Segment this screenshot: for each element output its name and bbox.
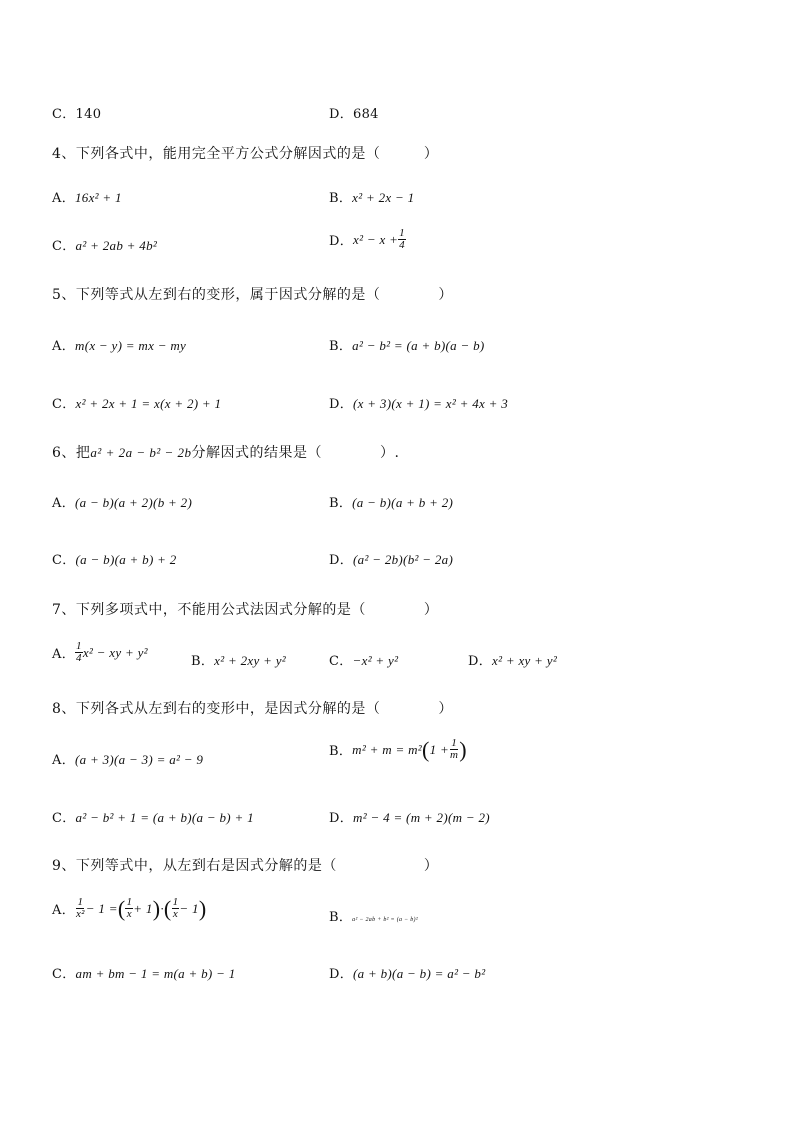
option-math: am + bm − 1 = m(a + b) − 1 — [75, 966, 236, 981]
question-9-stem: 9、下列等式中，从左到右是因式分解的是（ ） — [52, 858, 439, 874]
fraction — [75, 641, 83, 664]
option-label: A． — [52, 903, 75, 918]
option-math: x² + 2xy + y² — [214, 653, 286, 668]
fraction — [398, 228, 406, 251]
option-math: (a − b)(a + b + 2) — [352, 495, 454, 510]
option-math: (x + 3)(x + 1) = x² + 4x + 3 — [353, 396, 509, 411]
denominator: m — [450, 749, 459, 761]
option-label: D． — [329, 811, 354, 826]
option-label: A． — [52, 191, 75, 206]
q7-option-d — [468, 650, 557, 669]
option-label: A． — [52, 496, 75, 511]
option-label: C． — [52, 107, 76, 122]
fraction — [75, 897, 86, 920]
option-math: x² + 2x + 1 = x(x + 2) + 1 — [75, 396, 222, 411]
numerator: 1 — [126, 896, 133, 908]
q9-option-d — [329, 963, 485, 982]
numerator: 1 — [451, 737, 458, 749]
q5-option-b — [329, 335, 485, 354]
q5-option-c — [52, 393, 221, 412]
option-math: 16x² + 1 — [75, 190, 122, 205]
q6-option-d — [329, 549, 453, 568]
q6-option-b — [329, 492, 453, 511]
fraction — [172, 897, 180, 920]
option-math: x² − x + — [353, 231, 399, 247]
q8-option-a — [52, 749, 203, 768]
question-7-stem: 7、下列多项式中，不能用公式法因式分解的是（ ） — [52, 602, 439, 618]
denominator: x² — [76, 908, 85, 920]
option-label: A． — [52, 339, 75, 354]
option-label: A． — [52, 647, 75, 662]
option-label: D． — [329, 397, 354, 412]
option-math: x² + xy + y² — [492, 653, 558, 668]
option-text: 684 — [353, 107, 379, 122]
q3-option-c — [52, 103, 101, 122]
option-label: B． — [329, 191, 353, 206]
q7-option-b — [191, 650, 286, 669]
left-paren-icon: ( — [117, 895, 126, 921]
option-math: x² − xy + y² — [82, 644, 148, 660]
option-math: − 1 — [179, 900, 199, 916]
option-label: C． — [52, 811, 76, 826]
option-math: (a + b)(a − b) = a² − b² — [353, 966, 486, 981]
stem-prefix: 6、把 — [52, 445, 91, 461]
option-math: (a² − 2b)(b² − 2a) — [353, 552, 454, 567]
q4-option-c — [52, 235, 157, 254]
q8-option-d — [329, 807, 490, 826]
option-label: C． — [52, 239, 76, 254]
q4-option-b — [329, 187, 414, 206]
q4-option-d — [329, 228, 406, 251]
option-label: A． — [52, 753, 75, 768]
numerator: 1 — [172, 896, 179, 908]
q7-option-c — [329, 650, 398, 669]
option-label: D． — [329, 234, 354, 249]
option-label: D． — [329, 107, 354, 122]
option-label: B． — [329, 744, 353, 759]
option-label: B． — [329, 910, 353, 925]
fraction — [449, 738, 459, 761]
q9-option-b — [329, 906, 418, 925]
denominator: 4 — [76, 652, 82, 664]
right-paren-icon: ) — [198, 895, 207, 921]
question-8-stem: 8、下列各式从左到右的变形中，是因式分解的是（ ） — [52, 701, 453, 717]
left-paren-icon: ( — [421, 736, 430, 762]
option-math: a² − b² + 1 = (a + b)(a − b) + 1 — [75, 810, 254, 825]
q6-option-c — [52, 549, 177, 568]
option-math: m(x − y) = mx − my — [75, 338, 187, 353]
option-math: x² + 2x − 1 — [352, 190, 415, 205]
denominator: 4 — [399, 239, 405, 251]
q5-option-a — [52, 335, 186, 354]
option-math: (a − b)(a + b) + 2 — [75, 552, 177, 567]
q3-option-d — [329, 103, 379, 122]
option-math: −x² + y² — [352, 653, 399, 668]
denominator: x — [126, 908, 132, 920]
numerator: 1 — [399, 227, 405, 239]
option-label: B． — [191, 654, 215, 669]
stem-suffix: 分解因式的结果是（ ）. — [191, 445, 400, 461]
option-label: C． — [52, 967, 76, 982]
q9-option-a — [52, 897, 206, 920]
option-label: D． — [329, 967, 354, 982]
question-5-stem: 5、下列等式从左到右的变形，属于因式分解的是（ ） — [52, 287, 453, 303]
option-label: B． — [329, 339, 353, 354]
option-math: m² − 4 = (m + 2)(m − 2) — [353, 810, 490, 825]
option-label: D． — [468, 654, 493, 669]
option-label: C． — [329, 654, 353, 669]
option-math: (a − b)(a + 2)(b + 2) — [75, 495, 193, 510]
option-math: + 1 — [133, 900, 153, 916]
option-math-small: a² − 2ab + b² = (a − b)² — [352, 917, 418, 923]
numerator: 1 — [76, 640, 82, 652]
q7-option-a — [52, 641, 148, 664]
q8-option-b — [329, 738, 467, 761]
option-math: − 1 = — [85, 900, 118, 916]
q9-option-c — [52, 963, 236, 982]
left-paren-icon: ( — [163, 895, 172, 921]
option-label: C． — [52, 553, 76, 568]
option-label: D． — [329, 553, 354, 568]
option-math: m² + m = m² — [352, 741, 422, 757]
option-math: a² − b² = (a + b)(a − b) — [352, 338, 485, 353]
denominator: x — [172, 908, 179, 920]
right-paren-icon: ) — [152, 895, 161, 921]
fraction — [125, 897, 133, 920]
question-4-stem: 4、下列各式中，能用完全平方公式分解因式的是（ ） — [52, 146, 439, 162]
option-math: (a + 3)(a − 3) = a² − 9 — [75, 752, 204, 767]
dot-operator: · — [160, 900, 164, 916]
q8-option-c — [52, 807, 254, 826]
stem-math: a² + 2a − b² − 2b — [90, 445, 192, 460]
option-math-inner: 1 + — [429, 741, 450, 757]
option-text: 140 — [75, 107, 102, 122]
q4-option-a — [52, 187, 122, 206]
question-6-stem — [52, 442, 400, 462]
option-label: C． — [52, 397, 76, 412]
q5-option-d — [329, 393, 508, 412]
numerator: 1 — [77, 896, 84, 908]
q6-option-a — [52, 492, 192, 511]
right-paren-icon: ) — [459, 736, 467, 762]
option-label: B． — [329, 496, 353, 511]
option-math: a² + 2ab + 4b² — [75, 238, 158, 253]
